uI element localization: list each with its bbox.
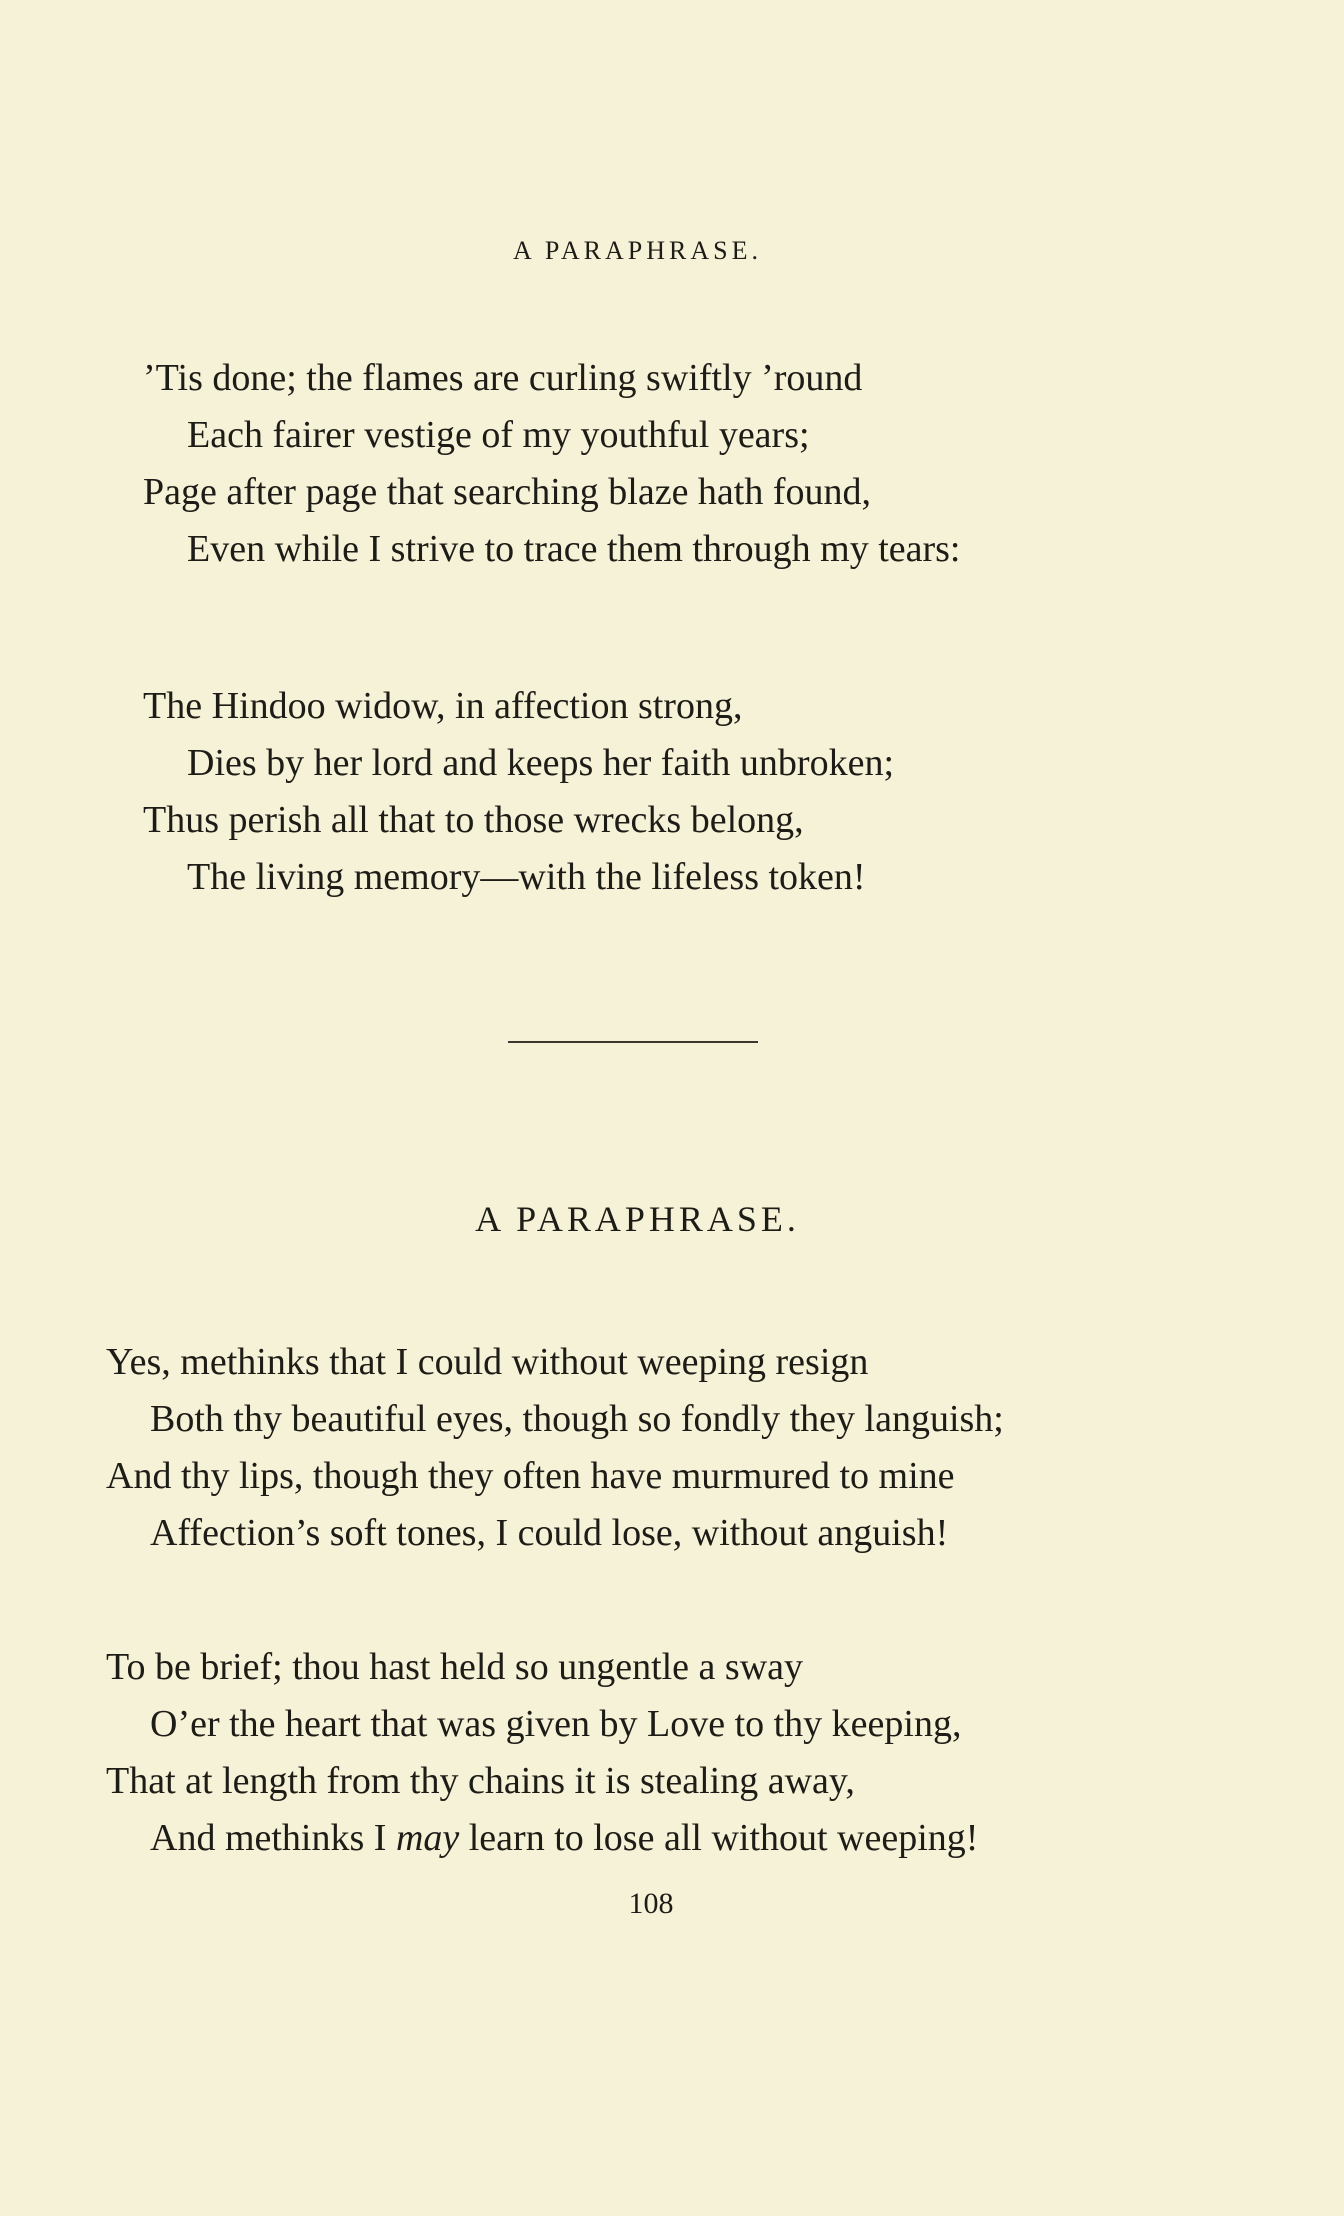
verse-line: The Hindoo widow, in affection strong, (143, 685, 743, 727)
verse-line: Each fairer vestige of my youthful years; (187, 414, 810, 456)
poem2-stanza1 (106, 1334, 1004, 1562)
verse-line: Thus perish all that to those wrecks belong, (143, 799, 804, 841)
verse-line: Yes, methinks that I could without weeping resign (106, 1341, 869, 1383)
running-head: A PARAPHRASE. (512, 236, 762, 265)
poem2-stanza2 (106, 1639, 978, 1867)
verse-line: The living memory—with the lifeless token! (187, 856, 866, 898)
page-number: 108 (628, 1887, 674, 1920)
verse-text: And methinks I (150, 1817, 396, 1859)
verse-line: O’er the heart that was given by Love to thy keeping, (150, 1703, 962, 1745)
emphasized-word: may (395, 1817, 460, 1859)
verse-line: ’Tis done; the flames are curling swiftly ’round (143, 357, 863, 399)
section-divider (508, 1041, 758, 1043)
verse-line: Page after page that searching blaze hath found, (143, 471, 872, 513)
poem1-stanza1 (143, 350, 961, 578)
verse-line: Even while I strive to trace them through my tears: (187, 528, 961, 570)
verse-text: learn to lose all without weeping! (459, 1817, 979, 1859)
verse-line: Dies by her lord and keeps her faith unbroken; (187, 742, 895, 784)
verse-line: That at length from thy chains it is stealing away, (106, 1760, 855, 1802)
verse-line-last (106, 1810, 978, 1867)
poem1-stanza2 (143, 678, 894, 906)
verse-line: Affection’s soft tones, I could lose, without anguish! (150, 1512, 949, 1554)
verse-line: And thy lips, though they often have murmured to mine (106, 1455, 955, 1497)
verse-line: To be brief; thou hast held so ungentle a sway (106, 1646, 804, 1688)
verse-line: Both thy beautiful eyes, though so fondly they languish; (150, 1398, 1004, 1440)
poem-title: A PARAPHRASE. (475, 1199, 800, 1239)
